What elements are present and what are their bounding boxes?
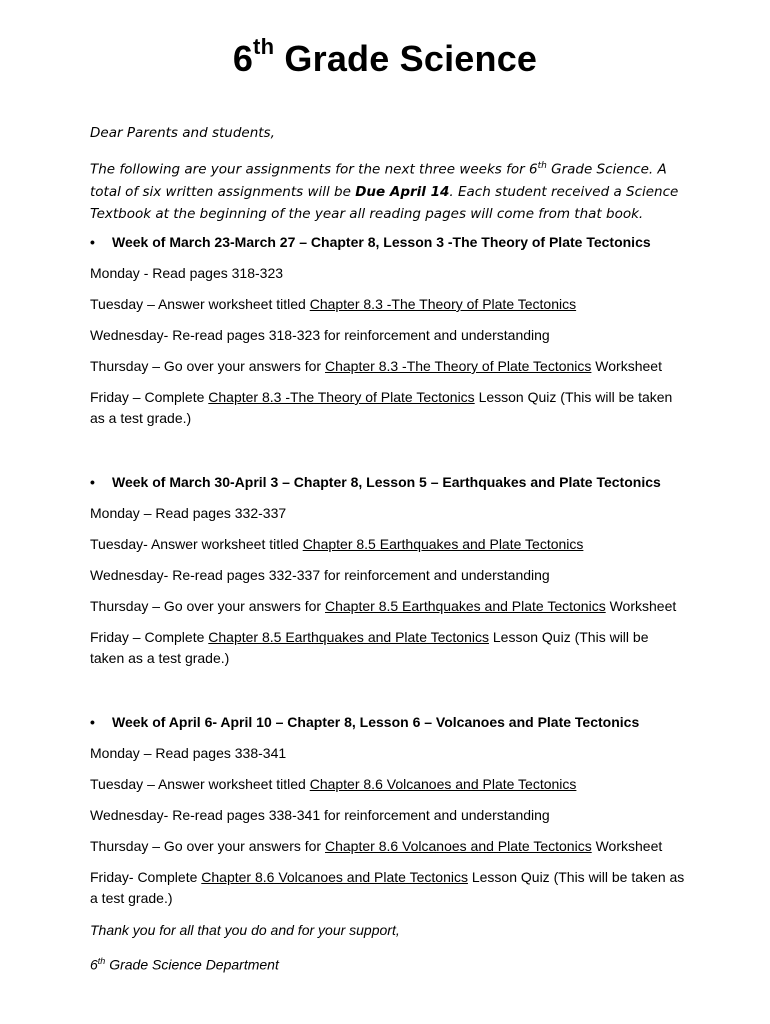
friday-item xyxy=(90,627,680,669)
friday-suffix: Lesson Quiz (This will be taken as a test grade.) xyxy=(90,389,673,426)
quiz-title: Chapter 8.6 Volcanoes and Plate Tectonics xyxy=(201,869,468,885)
intro-superscript: th xyxy=(537,161,547,171)
week-heading-text: Week of March 30-April 3 – Chapter 8, Lesson 5 – Earthquakes and Plate Tectonics xyxy=(112,474,661,490)
wednesday-item: Wednesday- Re-read pages 318-323 for reinforcement and understanding xyxy=(90,327,550,343)
week-heading xyxy=(90,232,690,253)
quiz-title: Chapter 8.3 -The Theory of Plate Tectonics xyxy=(208,389,475,405)
worksheet-title: Chapter 8.3 -The Theory of Plate Tectonics xyxy=(325,358,592,374)
bullet-icon: • xyxy=(90,714,95,730)
tuesday-item xyxy=(90,534,690,555)
wednesday-item: Wednesday- Re-read pages 332-337 for reinforcement and understanding xyxy=(90,567,550,583)
thursday-item xyxy=(90,836,690,857)
title-text: Grade Science xyxy=(274,38,538,79)
wednesday-item: Wednesday- Re-read pages 338-341 for reinforcement and understanding xyxy=(90,807,550,823)
tuesday-text: Tuesday – Answer worksheet titled xyxy=(90,776,310,792)
friday-suffix: Lesson Quiz (This will be taken as a test grade.) xyxy=(90,869,685,906)
tuesday-item xyxy=(90,294,690,315)
week-heading-text: Week of March 23-March 27 – Chapter 8, Lesson 3 -The Theory of Plate Tectonics xyxy=(112,234,651,250)
intro-text-1: The following are your assignments for the next three weeks for 6 xyxy=(90,161,538,178)
week-heading xyxy=(90,712,690,733)
title-superscript: th xyxy=(253,34,275,59)
page-title xyxy=(0,34,770,80)
thursday-item xyxy=(90,356,690,377)
worksheet-title: Chapter 8.6 Volcanoes and Plate Tectonics xyxy=(325,838,592,854)
friday-suffix: Lesson Quiz (This will be taken as a test grade.) xyxy=(90,629,649,666)
friday-text: Friday – Complete xyxy=(90,389,209,405)
intro-text-2: Grade Science. A total of six written assignments will be xyxy=(90,161,667,200)
due-date: Due April 14 xyxy=(355,183,450,200)
friday-item xyxy=(90,867,690,909)
week-heading xyxy=(90,472,690,493)
thursday-text: Thursday – Go over your answers for xyxy=(90,838,325,854)
worksheet-title: Chapter 8.5 Earthquakes and Plate Tectonics xyxy=(302,536,584,552)
intro-text-3: . Each student received a Science Textbook at the beginning of the year all reading pages will come from that book. xyxy=(90,183,679,222)
friday-item xyxy=(90,387,680,429)
signature-number: 6 xyxy=(90,956,98,973)
week-heading-text: Week of April 6- April 10 – Chapter 8, Lesson 6 – Volcanoes and Plate Tectonics xyxy=(112,714,640,730)
bullet-icon: • xyxy=(90,234,95,250)
signature-text: Grade Science Department xyxy=(105,956,279,973)
worksheet-title: Chapter 8.5 Earthquakes and Plate Tectonics xyxy=(325,598,606,614)
thursday-text: Thursday – Go over your answers for xyxy=(90,358,325,374)
thursday-item xyxy=(90,596,690,617)
tuesday-text: Tuesday – Answer worksheet titled xyxy=(90,296,310,312)
title-number: 6 xyxy=(232,38,254,79)
closing-thanks: Thank you for all that you do and for your support, xyxy=(90,922,400,938)
intro-paragraph xyxy=(90,155,690,225)
salutation: Dear Parents and students, xyxy=(90,125,275,141)
quiz-title: Chapter 8.5 Earthquakes and Plate Tectonics xyxy=(208,629,489,645)
friday-text: Friday- Complete xyxy=(90,869,202,885)
signature-superscript: th xyxy=(97,956,106,966)
signature xyxy=(90,951,690,976)
tuesday-text: Tuesday- Answer worksheet titled xyxy=(90,536,303,552)
thursday-suffix: Worksheet xyxy=(591,838,663,854)
worksheet-title: Chapter 8.3 -The Theory of Plate Tectonics xyxy=(309,296,577,312)
worksheet-title: Chapter 8.6 Volcanoes and Plate Tectonics xyxy=(309,776,577,792)
monday-item: Monday – Read pages 332-337 xyxy=(90,505,287,521)
thursday-suffix: Worksheet xyxy=(591,358,662,374)
tuesday-item xyxy=(90,774,690,795)
bullet-icon: • xyxy=(90,474,95,490)
thursday-text: Thursday – Go over your answers for xyxy=(90,598,325,614)
thursday-suffix: Worksheet xyxy=(605,598,677,614)
monday-item: Monday - Read pages 318-323 xyxy=(90,265,284,281)
friday-text: Friday – Complete xyxy=(90,629,209,645)
monday-item: Monday – Read pages 338-341 xyxy=(90,745,287,761)
